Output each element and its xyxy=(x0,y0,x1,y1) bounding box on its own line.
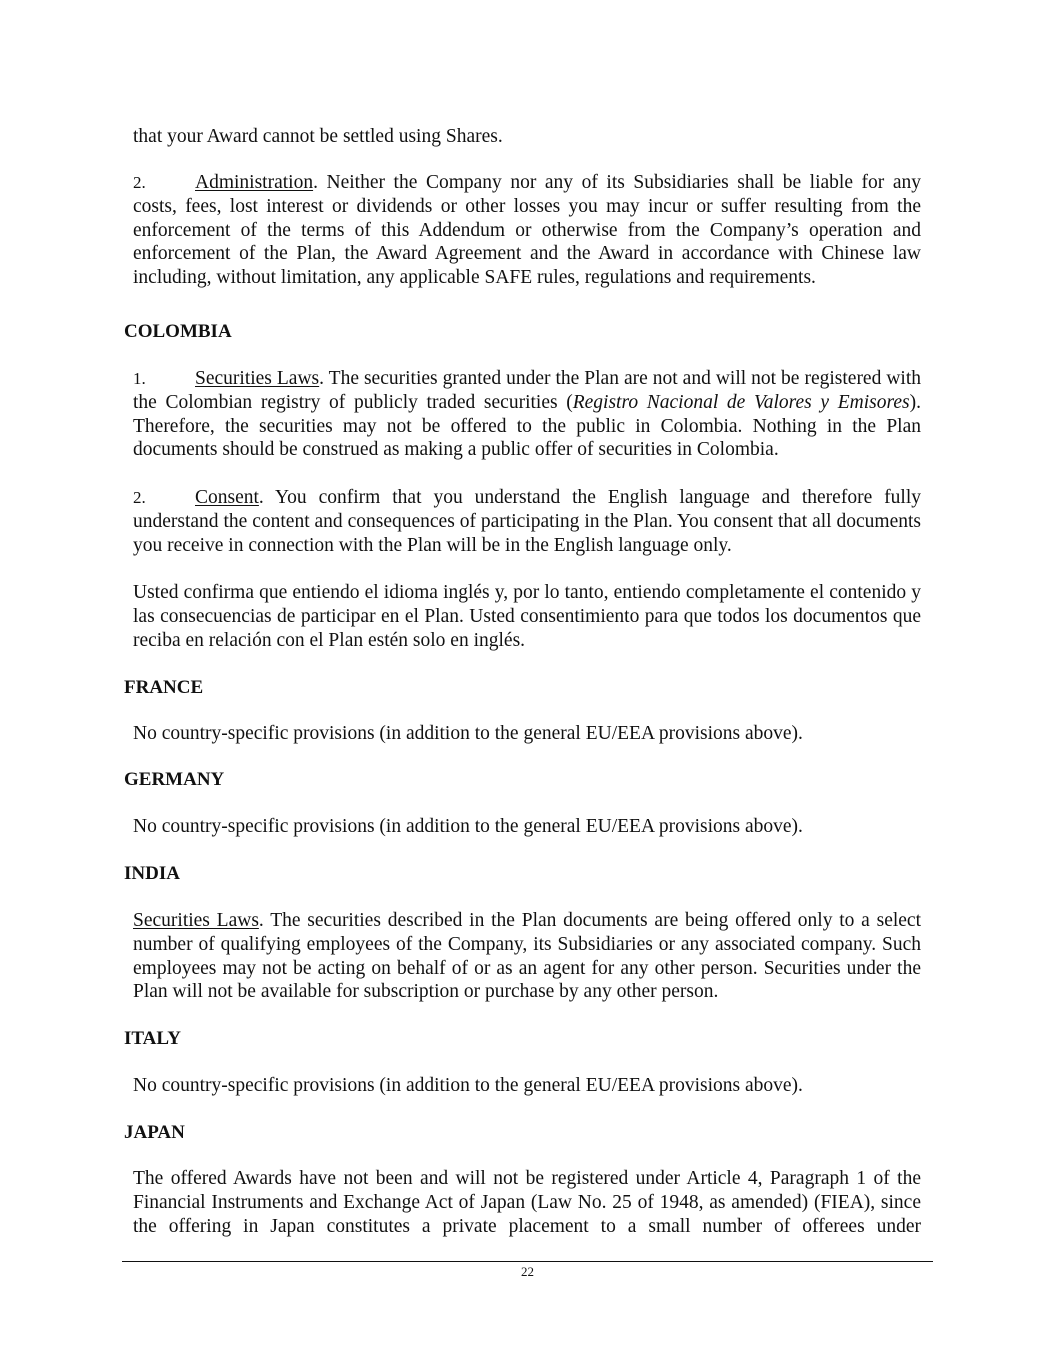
administration-title: Administration xyxy=(195,172,314,193)
china-continuation-paragraph: that your Award cannot be settled using Shares. xyxy=(133,126,503,147)
germany-paragraph: No country-specific provisions (in addition to the general EU/EEA provisions above). xyxy=(133,816,803,837)
paragraph-number: 2. xyxy=(133,173,146,192)
heading-germany: GERMANY xyxy=(124,769,225,790)
consent-title: Consent xyxy=(195,487,259,508)
japan-paragraph: The offered Awards have not been and will not be registered under Article 4, Paragraph 1 of the Financial Instruments and Exchange Act of Japan (Law No. 25 of 1948, as amended) (FIEA), since the offering in Japan constitutes a private placement to a small number of offerees under xyxy=(133,1168,921,1237)
colombia-consent-paragraph xyxy=(133,486,921,557)
italy-paragraph: No country-specific provisions (in addition to the general EU/EEA provisions above). xyxy=(133,1075,803,1096)
india-paragraph xyxy=(133,909,921,1004)
paragraph-number: 2. xyxy=(133,488,146,507)
securities-text-a: . The securities granted under the Plan are not and will not be registered with the Colombian registry of publicly traded securities ( xyxy=(133,368,921,413)
heading-france: FRANCE xyxy=(124,677,204,698)
china-administration-paragraph xyxy=(133,171,921,290)
heading-japan: JAPAN xyxy=(124,1122,185,1143)
administration-text: . Neither the Company nor any of its Subsidiaries shall be liable for any costs, fees, lost interest or dividends or other losses you may incur or suffer resulting from the enforcement of the terms of this Addendum or otherwise from the Company’s operation and enforcement of the Plan, the Award Agreement and the Award in accordance with Chinese law including, without limitation, any applicable SAFE rules, regulations and requirements. xyxy=(133,172,921,289)
heading-italy: ITALY xyxy=(124,1028,182,1049)
footer-divider xyxy=(122,1261,933,1262)
heading-colombia: COLOMBIA xyxy=(124,321,232,342)
paragraph-number: 1. xyxy=(133,369,146,388)
securities-laws-title: Securities Laws xyxy=(195,368,320,389)
registry-name: Registro Nacional de Valores y Emisores xyxy=(572,391,910,413)
page-number: 22 xyxy=(521,1264,534,1279)
securities-text-b: ). Therefore, the securities may not be offered to the public in Colombia. Nothing in the Plan documents should be construed as making a public offer of securities in Colombia. xyxy=(133,391,921,461)
france-paragraph: No country-specific provisions (in addition to the general EU/EEA provisions above). xyxy=(133,723,803,744)
consent-text: . You confirm that you understand the English language and therefore fully understand the content and consequences of participating in the Plan. You consent that all documents you receive in connection with the Plan will be in the English language only. xyxy=(133,487,921,556)
india-securities-text: . The securities described in the Plan documents are being offered only to a select number of qualifying employees of the Company, its Subsidiaries or any associated company. Such employees may not be acting on behalf of or as an agent for any other person. Securities under the Plan will not be available for subscription or purchase by any other person. xyxy=(133,910,921,1003)
colombia-securities-paragraph xyxy=(133,367,921,462)
heading-india: INDIA xyxy=(124,863,180,884)
colombia-spanish-paragraph: Usted confirma que entiendo el idioma inglés y, por lo tanto, entiendo completamente el contenido y las consecuencias de participar en el Plan. Usted consentimiento para que todos los documentos que reciba en relación con el Plan estén solo en inglés. xyxy=(133,582,921,651)
india-securities-title: Securities Laws xyxy=(133,910,259,931)
